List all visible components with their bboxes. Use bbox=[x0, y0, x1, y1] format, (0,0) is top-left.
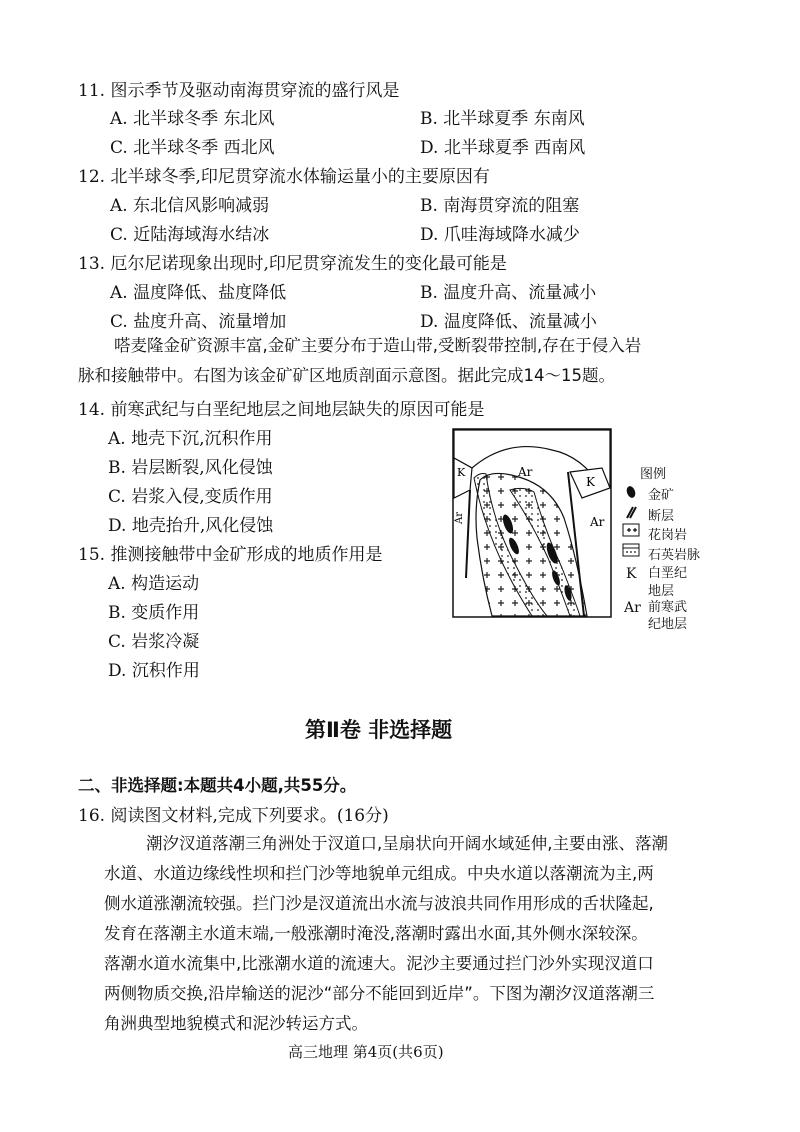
legend-precambrian-1: 前寒武 bbox=[648, 600, 688, 615]
q13-option-c: C. 盐度升高、流量增加 bbox=[110, 312, 287, 332]
q12-option-c: C. 近陆海域海水结冰 bbox=[110, 225, 270, 245]
geologic-cross-section bbox=[452, 428, 612, 618]
intro-line: 脉和接触带中。右图为该金矿矿区地质剖面示意图。据此完成14～15题。 bbox=[78, 366, 615, 385]
q16-line: 角洲典型地貌模式和泥沙转运方式。 bbox=[104, 1014, 368, 1033]
q12-option-b: B. 南海贯穿流的阻塞 bbox=[420, 196, 580, 216]
label-ar-right: Ar bbox=[590, 515, 605, 529]
q13-option-d: D. 温度降低、流量减小 bbox=[420, 312, 597, 332]
q15-option-c: C. 岩浆冷凝 bbox=[108, 632, 200, 652]
intro-line: 嗒麦隆金矿资源丰富,金矿主要分布于造山带,受断裂带控制,存在于侵入岩 bbox=[114, 336, 642, 355]
q11-option-a: A. 北半球冬季 东北风 bbox=[110, 109, 275, 129]
q13-option-b: B. 温度升高、流量减小 bbox=[420, 283, 597, 303]
question-13-stem: 13. 厄尔尼诺现象出现时,印尼贯穿流发生的变化最可能是 bbox=[78, 254, 507, 274]
label-k-right: K bbox=[586, 475, 595, 489]
quartz-vein-icon bbox=[622, 543, 640, 557]
question-14-stem: 14. 前寒武纪与白垩纪地层之间地层缺失的原因可能是 bbox=[78, 400, 485, 420]
q14-option-a: A. 地壳下沉,沉积作用 bbox=[108, 429, 273, 449]
legend-k-symbol: K bbox=[626, 566, 637, 582]
legend-ar-symbol: Ar bbox=[624, 600, 641, 616]
q15-option-d: D. 沉积作用 bbox=[108, 661, 200, 681]
section-subtitle: 二、非选择题:本题共4小题,共55分。 bbox=[78, 776, 357, 795]
page-footer: 高三地理 第4页(共6页) bbox=[288, 1043, 444, 1061]
q16-line: 潮汐汊道落潮三角洲处于汊道口,呈扇状向开阔水域延伸,主要由涨、落潮 bbox=[146, 834, 668, 853]
q15-option-a: A. 构造运动 bbox=[108, 574, 200, 594]
legend-cretaceous-1: 白垩纪 bbox=[648, 566, 688, 581]
q16-line: 两侧物质交换,沿岸输送的泥沙“部分不能回到近岸”。下图为潮汐汊道落潮三 bbox=[104, 984, 655, 1003]
section-title: 第Ⅱ卷 非选择题 bbox=[305, 718, 453, 742]
legend-precambrian-2: 纪地层 bbox=[648, 617, 688, 632]
q11-option-d: D. 北半球夏季 西南风 bbox=[420, 138, 586, 158]
fault-icon bbox=[624, 505, 638, 519]
q12-option-a: A. 东北信风影响减弱 bbox=[110, 196, 270, 216]
q14-option-b: B. 岩层断裂,风化侵蚀 bbox=[108, 458, 273, 478]
q14-option-d: D. 地壳抬升,风化侵蚀 bbox=[108, 516, 274, 536]
q11-option-c: C. 北半球冬季 西北风 bbox=[110, 138, 275, 158]
question-12-stem: 12. 北半球冬季,印尼贯穿流水体输运量小的主要原因有 bbox=[78, 167, 490, 187]
q12-option-d: D. 爪哇海域降水减少 bbox=[420, 225, 580, 245]
legend-granite: 花岗岩 bbox=[648, 528, 688, 543]
q15-option-b: B. 变质作用 bbox=[108, 603, 200, 623]
q11-option-b: B. 北半球夏季 东南风 bbox=[420, 109, 585, 129]
label-ar-left: Ar bbox=[454, 511, 465, 524]
question-16-stem: 16. 阅读图文材料,完成下列要求。(16分) bbox=[78, 806, 389, 826]
legend-gold: 金矿 bbox=[648, 488, 675, 503]
q16-line: 发育在落潮主水道末端,一般涨潮时淹没,落潮时露出水面,其外侧水深较深。 bbox=[104, 924, 648, 943]
legend-fault: 断层 bbox=[648, 509, 675, 524]
q16-line: 水道、水道边缘线性坝和拦门沙等地貌单元组成。中央水道以落潮流为主,两 bbox=[104, 864, 654, 883]
legend-title: 图例 bbox=[640, 467, 667, 482]
question-15-stem: 15. 推测接触带中金矿形成的地质作用是 bbox=[78, 545, 383, 565]
q16-passage bbox=[104, 829, 668, 1039]
gold-ore-icon bbox=[624, 485, 638, 499]
legend-cretaceous-2: 地层 bbox=[648, 584, 675, 599]
granite-icon bbox=[622, 523, 640, 537]
legend-quartz: 石英岩脉 bbox=[648, 548, 701, 563]
q16-line: 落潮水道水流集中,比涨潮水道的流速大。泥沙主要通过拦门沙外实现汊道口 bbox=[104, 954, 654, 973]
q13-option-a: A. 温度降低、盐度降低 bbox=[110, 283, 287, 303]
label-k-left: K bbox=[457, 466, 466, 479]
label-ar-top: Ar bbox=[518, 465, 533, 479]
question-11-stem: 11. 图示季节及驱动南海贯穿流的盛行风是 bbox=[78, 81, 400, 101]
intro-passage bbox=[78, 331, 641, 391]
q16-line: 侧水道涨潮流较强。拦门沙是汊道流出水流与波浪共同作用形成的舌状隆起, bbox=[104, 894, 654, 913]
q14-option-c: C. 岩浆入侵,变质作用 bbox=[108, 487, 273, 507]
